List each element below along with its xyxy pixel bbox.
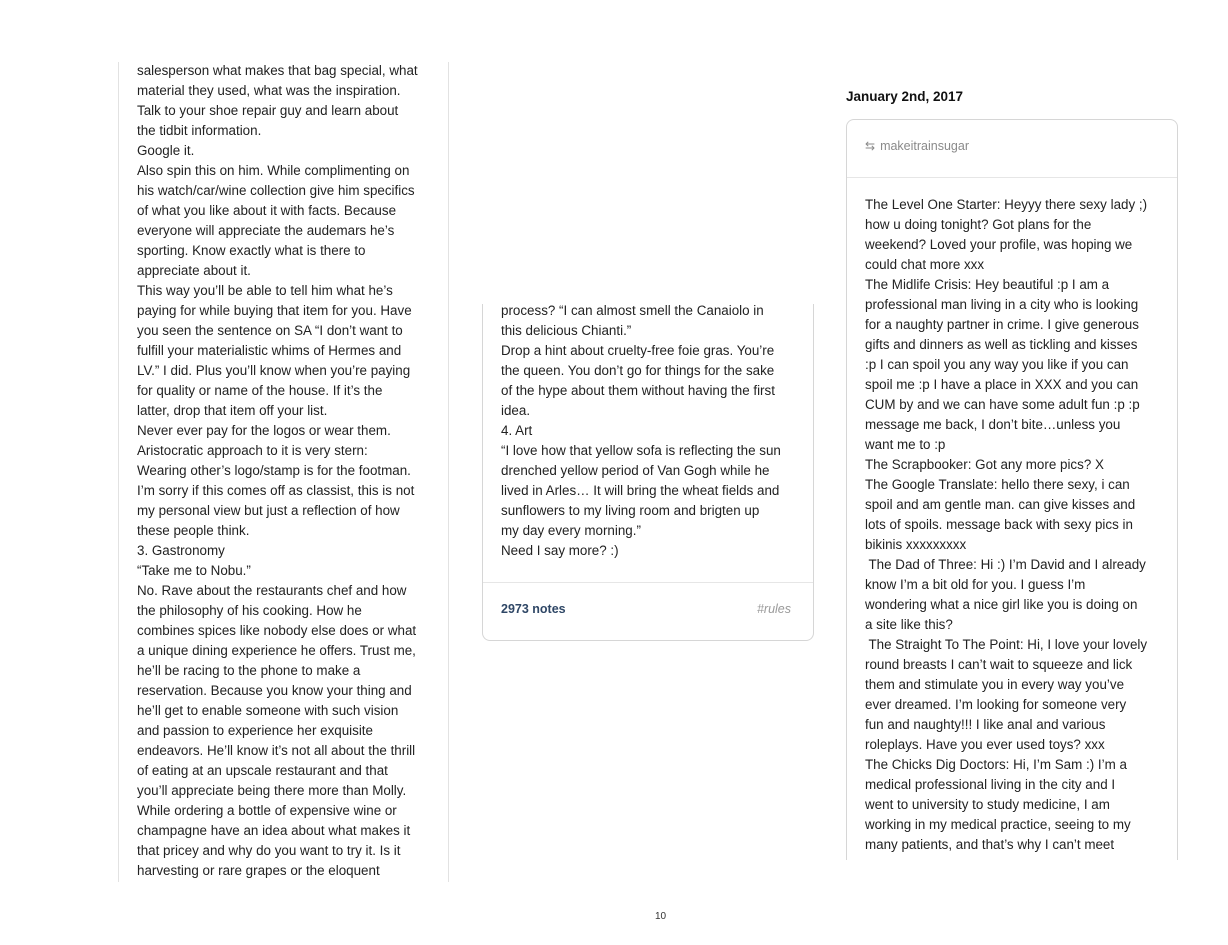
text-line: a site like this? xyxy=(865,617,953,632)
text-line: a unique dining experience he offers. Trust me, xyxy=(137,643,416,658)
text-line: for a naughty partner in crime. I give generous xyxy=(865,317,1139,332)
text-line: “I love how that yellow sofa is reflecting the sun xyxy=(501,443,781,458)
text-line: of what you like about it with facts. Because xyxy=(137,203,397,218)
text-line: Aristocratic approach to it is very stern: xyxy=(137,443,368,458)
text-line: gifts and dinners as well as tickling and kisses xyxy=(865,337,1138,352)
text-line: reservation. Because you know your thing and xyxy=(137,683,412,698)
left-column-border-left xyxy=(118,62,119,882)
post-date: January 2nd, 2017 xyxy=(846,89,964,104)
text-line: you seen the sentence on SA “I don’t want to xyxy=(137,323,403,338)
text-line: No. Rave about the restaurants chef and how xyxy=(137,583,407,598)
text-line: he’ll get to enable someone with such vision xyxy=(137,703,399,718)
text-line: you’ll appreciate being there more than Molly. xyxy=(137,783,407,798)
text-line: The Scrapbooker: Got any more pics? X xyxy=(865,457,1104,472)
notes-count-link[interactable]: 2973 notes xyxy=(501,602,566,616)
text-line: Never ever pay for the logos or wear them. xyxy=(137,423,391,438)
text-line: process? “I can almost smell the Canaiolo in xyxy=(501,303,764,318)
text-line: my personal view but just a reflection of how xyxy=(137,503,400,518)
text-line: Also spin this on him. While complimenting on xyxy=(137,163,410,178)
post-body xyxy=(865,195,1147,855)
reblog-icon: ⇆ xyxy=(865,139,876,153)
text-line: The Google Translate: hello there sexy, i can xyxy=(865,477,1130,492)
text-line: the tidbit information. xyxy=(137,123,262,138)
text-line: lived in Arles… It will bring the wheat fields and xyxy=(501,483,780,498)
text-line: 3. Gastronomy xyxy=(137,543,225,558)
text-line: my day every morning.” xyxy=(501,523,641,538)
text-line: that pricey and why do you want to try it. Is it xyxy=(137,843,401,858)
text-line: 4. Art xyxy=(501,423,533,438)
text-line: ever dreamed. I’m looking for someone very xyxy=(865,697,1127,712)
text-line: Google it. xyxy=(137,143,195,158)
text-line: wondering what a nice girl like you is doing on xyxy=(865,597,1138,612)
text-line: latter, drop that item off your list. xyxy=(137,403,328,418)
text-line: went to university to study medicine, I am xyxy=(865,797,1110,812)
text-line: The Level One Starter: Heyyy there sexy lady ;) xyxy=(865,197,1148,212)
text-line: material they used, what was the inspiration. xyxy=(137,83,401,98)
text-line: and passion to experience her exquisite xyxy=(137,723,373,738)
text-line: While ordering a bottle of expensive wine or xyxy=(137,803,397,818)
text-line: sunflowers to my living room and brigten up xyxy=(501,503,760,518)
tag-link[interactable]: #rules xyxy=(756,602,791,616)
text-line: Drop a hint about cruelty-free foie gras. You’re xyxy=(501,343,775,358)
text-line: lots of spoils. message back with sexy pics in xyxy=(865,517,1133,532)
text-line: Need I say more? :) xyxy=(501,543,619,558)
text-line: this delicious Chianti.” xyxy=(501,323,632,338)
text-line: of eating at an upscale restaurant and that xyxy=(137,763,388,778)
text-line: them and stimulate you in every way you’ve xyxy=(865,677,1125,692)
author-link[interactable]: makeitrainsugar xyxy=(880,139,969,153)
text-line: This way you’ll be able to tell him what he’s xyxy=(137,283,393,298)
text-line: know I’m a bit old for you. I guess I’m xyxy=(865,577,1086,592)
text-line: many patients, and that’s why I can’t meet xyxy=(865,837,1115,852)
text-line: professional man living in a city who is looking xyxy=(865,297,1139,312)
text-line: idea. xyxy=(501,403,531,418)
text-line: harvesting or rare grapes or the eloquent xyxy=(137,863,380,878)
reblog-header xyxy=(865,139,969,153)
text-line: these people think. xyxy=(137,523,250,538)
post-card-rules xyxy=(482,304,814,641)
text-line: roleplays. Have you ever used toys? xxx xyxy=(865,737,1105,752)
left-column-border-right xyxy=(448,62,449,882)
text-line: message me back, I don’t bite…unless you xyxy=(865,417,1121,432)
text-line: the queen. You don’t go for things for the sake xyxy=(501,363,775,378)
text-line: champagne have an idea about what makes it xyxy=(137,823,411,838)
text-line: of the hype about them without having the first xyxy=(501,383,775,398)
text-line: how u doing tonight? Got plans for the xyxy=(865,217,1092,232)
text-line: spoil me :p I have a place in XXX and you can xyxy=(865,377,1139,392)
text-line: Wearing other’s logo/stamp is for the footman. xyxy=(137,463,411,478)
text-line: everyone will appreciate the audemars he’s xyxy=(137,223,395,238)
text-line: weekend? Loved your profile, was hoping we xyxy=(865,237,1133,252)
text-line: medical professional living in the city and I xyxy=(865,777,1116,792)
text-line: want me to :p xyxy=(865,437,946,452)
text-line: salesperson what makes that bag special, what xyxy=(137,63,418,78)
text-line: The Chicks Dig Doctors: Hi, I’m Sam :) I’m a xyxy=(865,757,1127,772)
text-line: he’ll be racing to the phone to make a xyxy=(137,663,361,678)
text-line: The Straight To The Point: Hi, I love your lovely xyxy=(865,637,1148,652)
text-line: appreciate about it. xyxy=(137,263,251,278)
text-line: fun and naughty!!! I like anal and various xyxy=(865,717,1106,732)
text-line: endeavors. He’ll know it’s not all about the thrill xyxy=(137,743,416,758)
post-footer-divider xyxy=(483,582,813,583)
text-line: working in my medical practice, seeing to my xyxy=(865,817,1131,832)
text-line: for quality or name of the house. If it’s the xyxy=(137,383,383,398)
post-body xyxy=(501,301,781,561)
post-header-divider xyxy=(847,177,1177,178)
text-line: “Take me to Nobu.” xyxy=(137,563,251,578)
post-card-reblog xyxy=(846,119,1178,860)
text-line: combines spices like nobody else does or what xyxy=(137,623,417,638)
text-line: spoil and am gentle man. can give kisses and xyxy=(865,497,1136,512)
text-line: could chat more xxx xyxy=(865,257,985,272)
text-line: sporting. Know exactly what is there to xyxy=(137,243,366,258)
text-line: drenched yellow period of Van Gogh while he xyxy=(501,463,770,478)
text-line: Talk to your shoe repair guy and learn about xyxy=(137,103,399,118)
left-column-text xyxy=(137,61,418,881)
text-line: I’m sorry if this comes off as classist, this is not xyxy=(137,483,415,498)
text-line: round breasts I can’t wait to squeeze and lick xyxy=(865,657,1133,672)
text-line: LV.” I did. Plus you’ll know when you’re paying xyxy=(137,363,411,378)
text-line: The Dad of Three: Hi :) I’m David and I already xyxy=(865,557,1146,572)
text-line: his watch/car/wine collection give him specifics xyxy=(137,183,415,198)
text-line: CUM by and we can have some adult fun :p :p xyxy=(865,397,1140,412)
page-number: 10 xyxy=(655,911,667,922)
text-line: fulfill your materialistic whims of Hermes and xyxy=(137,343,402,358)
text-line: bikinis xxxxxxxxx xyxy=(865,537,967,552)
text-line: paying for while buying that item for you. Have xyxy=(137,303,412,318)
text-line: :p I can spoil you any way you like if you can xyxy=(865,357,1129,372)
text-line: The Midlife Crisis: Hey beautiful :p I am a xyxy=(865,277,1110,292)
text-line: the philosophy of his cooking. How he xyxy=(137,603,362,618)
